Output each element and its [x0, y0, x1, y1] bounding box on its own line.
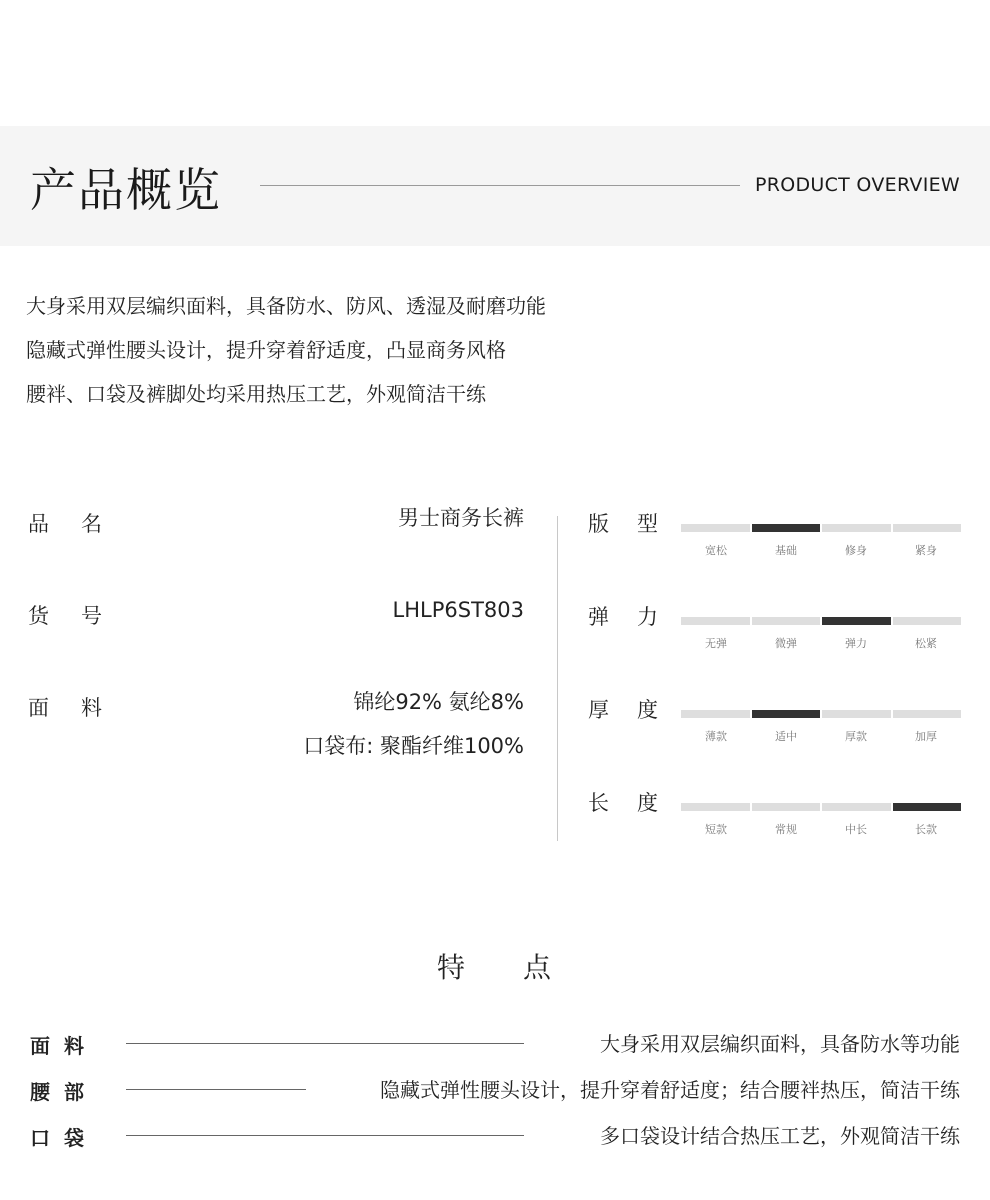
intro-line: 隐藏式弹性腰头设计，提升穿着舒适度，凸显商务风格 — [26, 338, 506, 362]
overview-header — [0, 126, 990, 246]
scale-option-label: 紧身 — [915, 544, 937, 557]
feature-label: 腰 部 — [30, 1080, 84, 1104]
scale-option-label: 松紧 — [915, 637, 937, 650]
spec-row-name — [28, 508, 524, 600]
feature-connector-line — [126, 1135, 524, 1136]
scale-segment — [822, 710, 891, 718]
intro-line: 腰袢、口袋及裤脚处均采用热压工艺，外观简洁干练 — [26, 382, 486, 406]
scale-row — [588, 694, 968, 787]
scale-segment-selected — [752, 710, 821, 718]
feature-row — [30, 1070, 960, 1116]
intro-text — [26, 290, 546, 422]
scale-option-label: 无弹 — [705, 637, 727, 650]
scale-label: 弹 力 — [588, 605, 658, 629]
scale-segment — [681, 803, 750, 811]
spec-row-sku — [28, 600, 524, 692]
feature-row — [30, 1116, 960, 1162]
scale-segment — [681, 617, 750, 625]
scale-track — [681, 617, 961, 625]
scale-option-label: 加厚 — [915, 730, 937, 743]
scale-segment — [822, 803, 891, 811]
scale-segment — [893, 710, 962, 718]
scale-option-label: 长款 — [915, 823, 937, 836]
scale-options — [681, 542, 961, 558]
spec-label: 面 料 — [28, 696, 102, 720]
intro-line: 大身采用双层编织面料，具备防水、防风、透湿及耐磨功能 — [26, 294, 546, 318]
scale-options — [681, 635, 961, 651]
scale-options — [681, 728, 961, 744]
scale-label: 厚 度 — [588, 698, 658, 722]
scale-option-label: 中长 — [845, 823, 867, 836]
feature-label: 面 料 — [30, 1034, 84, 1058]
scale-option-label: 宽松 — [705, 544, 727, 557]
scale-segment — [822, 524, 891, 532]
scale-option-label: 修身 — [845, 544, 867, 557]
page-subtitle: PRODUCT OVERVIEW — [754, 174, 960, 196]
attribute-scales — [588, 508, 968, 880]
features-title: 特 点 — [436, 951, 554, 984]
scale-option-label: 基础 — [775, 544, 797, 557]
scale-option-label: 薄款 — [705, 730, 727, 743]
header-divider-line — [260, 185, 740, 186]
feature-text: 多口袋设计结合热压工艺，外观简洁干练 — [600, 1124, 960, 1148]
scale-label: 版 型 — [588, 512, 658, 536]
feature-text: 隐藏式弹性腰头设计，提升穿着舒适度；结合腰袢热压，简洁干练 — [380, 1078, 960, 1102]
scale-segment — [893, 524, 962, 532]
pocket-composition: 口袋布: 聚酯纤维100% — [303, 734, 524, 758]
spec-label: 货 号 — [28, 604, 102, 628]
scale-option-label: 厚款 — [845, 730, 867, 743]
scale-options — [681, 821, 961, 837]
scale-option-label: 短款 — [705, 823, 727, 836]
feature-connector-line — [126, 1089, 306, 1090]
fabric-composition: 锦纶92% 氨纶8% — [353, 690, 524, 714]
scale-option-label: 弹力 — [845, 637, 867, 650]
feature-label: 口 袋 — [30, 1126, 84, 1150]
feature-text: 大身采用双层编织面料，具备防水等功能 — [600, 1032, 960, 1056]
spec-label: 品 名 — [28, 512, 102, 536]
scale-row — [588, 601, 968, 694]
features-list — [30, 1024, 960, 1162]
scale-row — [588, 508, 968, 601]
scale-option-label: 常规 — [775, 823, 797, 836]
spec-row-fabric — [28, 692, 524, 784]
feature-row — [30, 1024, 960, 1070]
scale-row — [588, 787, 968, 880]
scale-segment — [681, 710, 750, 718]
spec-list — [28, 508, 524, 784]
scale-segment-selected — [893, 803, 962, 811]
page-title: 产品概览 — [30, 163, 222, 217]
vertical-divider — [557, 516, 558, 841]
spec-value: LHLP6ST803 — [392, 598, 524, 622]
scale-segment-selected — [822, 617, 891, 625]
scale-segment — [752, 617, 821, 625]
scale-label: 长 度 — [588, 791, 658, 815]
scale-track — [681, 803, 961, 811]
scale-option-label: 适中 — [775, 730, 797, 743]
scale-segment — [893, 617, 962, 625]
spec-value: 男士商务长裤 — [398, 506, 524, 530]
scale-track — [681, 524, 961, 532]
feature-connector-line — [126, 1043, 524, 1044]
scale-track — [681, 710, 961, 718]
scale-segment — [681, 524, 750, 532]
scale-segment-selected — [752, 524, 821, 532]
scale-option-label: 微弹 — [775, 637, 797, 650]
scale-segment — [752, 803, 821, 811]
spec-value — [303, 682, 524, 766]
